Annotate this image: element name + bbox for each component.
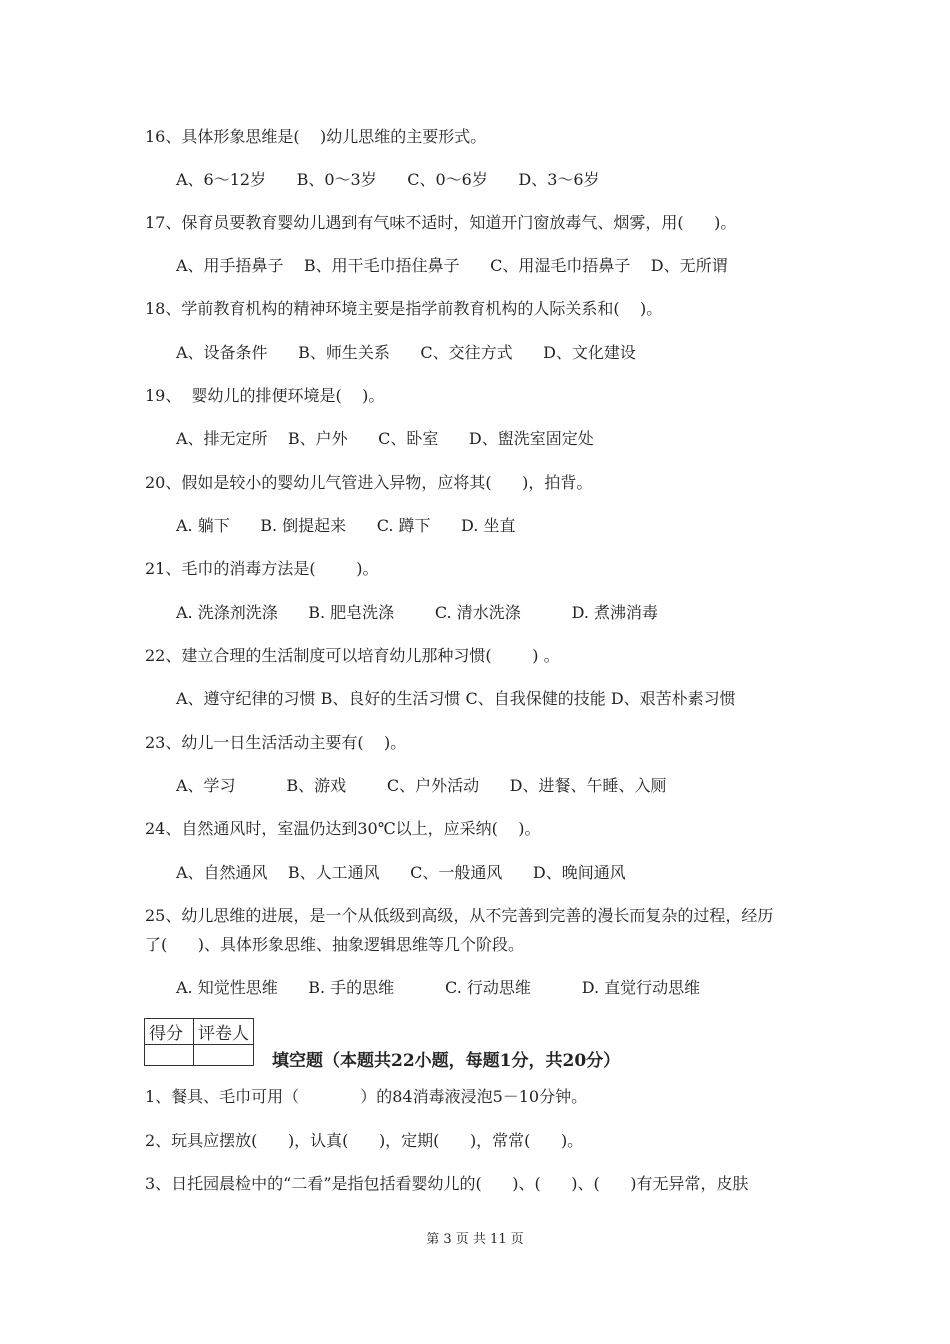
score-header: 得分 <box>145 1019 194 1045</box>
q21: 21、毛巾的消毒方法是( )。 <box>145 559 379 578</box>
q19: 19、 婴幼儿的排便环境是( )。 <box>145 386 385 405</box>
score-cell <box>145 1045 194 1066</box>
q23-options: A、学习 B、游戏 C、户外活动 D、进餐、午睡、入厕 <box>176 776 667 795</box>
grader-cell <box>194 1045 254 1066</box>
q16: 16、具体形象思维是( )幼儿思维的主要形式。 <box>145 127 487 146</box>
q24: 24、自然通风时，室温仍达到30℃以上，应采纳( )。 <box>145 819 541 838</box>
q20-options: A. 躺下 B. 倒提起来 C. 蹲下 D. 坐直 <box>176 516 516 535</box>
grader-header: 评卷人 <box>194 1019 254 1045</box>
section-title: 填空题（本题共22小题，每题1分，共20分） <box>272 1051 621 1071</box>
q23: 23、幼儿一日生活活动主要有( )。 <box>145 733 407 752</box>
q21-options: A. 洗涤剂洗涤 B. 肥皂洗涤 C. 清水洗涤 D. 煮沸消毒 <box>176 603 658 622</box>
q25-line1: 25、幼儿思维的进展，是一个从低级到高级，从不完善到完善的漫长而复杂的过程，经历 <box>145 906 774 925</box>
q24-options: A、自然通风 B、人工通风 C、一般通风 D、晚间通风 <box>176 863 626 882</box>
page-footer: 第 3 页 共 11 页 <box>426 1232 524 1247</box>
q19-options: A、排无定所 B、户外 C、卧室 D、盥洗室固定处 <box>176 429 594 448</box>
q25-line2: 了( )、具体形象思维、抽象逻辑思维等几个阶段。 <box>145 935 525 954</box>
score-table <box>144 1018 254 1066</box>
fill-q2: 2、玩具应摆放( )，认真( )，定期( )，常常( )。 <box>145 1131 584 1150</box>
q17: 17、保育员要教育婴幼儿遇到有气味不适时，知道开门窗放毒气、烟雾，用( )。 <box>145 213 737 232</box>
q22: 22、建立合理的生活制度可以培育幼儿那种习惯( ) 。 <box>145 646 560 665</box>
q18: 18、学前教育机构的精神环境主要是指学前教育机构的人际关系和( )。 <box>145 299 663 318</box>
q25-options: A. 知觉性思维 B. 手的思维 C. 行动思维 D. 直觉行动思维 <box>176 978 701 997</box>
q18-options: A、设备条件 B、师生关系 C、交往方式 D、文化建设 <box>176 343 636 362</box>
q20: 20、假如是较小的婴幼儿气管进入异物，应将其( )，拍背。 <box>145 473 593 492</box>
fill-q3: 3、日托园晨检中的“二看”是指包括看婴幼儿的( )、( )、( )有无异常，皮肤 <box>145 1174 749 1193</box>
q22-options: A、遵守纪律的习惯 B、良好的生活习惯 C、自我保健的技能 D、艰苦朴素习惯 <box>176 689 736 708</box>
q16-options: A、6～12岁 B、0～3岁 C、0～6岁 D、3～6岁 <box>176 170 600 189</box>
fill-q1: 1、餐具、毛巾可用（ ）的84消毒液浸泡5－10分钟。 <box>145 1087 588 1106</box>
q17-options: A、用手捂鼻子 B、用干毛巾捂住鼻子 C、用湿毛巾捂鼻子 D、无所谓 <box>176 256 728 275</box>
